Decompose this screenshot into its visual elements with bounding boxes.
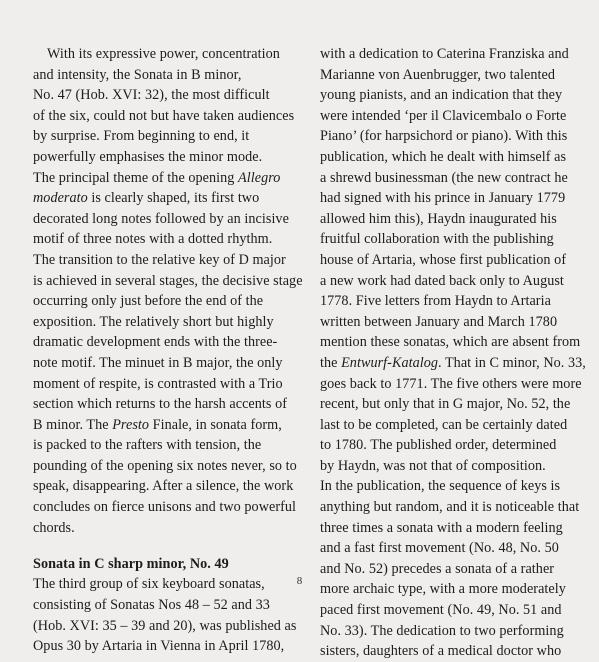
text-line: and No. 52) precedes a sonata of a rather (320, 560, 555, 577)
text-line: is packed to the rafters with tension, the (33, 437, 262, 454)
text-line: and a fast first movement (No. 48, No. 50 (320, 540, 559, 557)
text-line: is achieved in several stages, the decisive stage (33, 272, 303, 289)
text-run: Finale, in sonata form, (149, 416, 282, 433)
text-line (33, 168, 295, 189)
text-line: 1778. Five letters from Haydn to Artaria (320, 293, 551, 310)
text-line: note motif. The minuet in B major, the only (33, 354, 283, 371)
section-gap (33, 538, 295, 554)
text-line: consisting of Sonatas Nos 48 – 52 and 33 (33, 596, 270, 613)
text-line: fruitful collaboration with the publishing (320, 231, 554, 248)
text-line: section which returns to the harsh accents of (33, 396, 287, 413)
text-line: by surprise. From beginning to end, it (33, 128, 250, 145)
text-line: of the six, could not but have taken audiences (33, 107, 295, 124)
text-line: moment of respite, is contrasted with a Trio (33, 375, 283, 392)
text-line (320, 353, 586, 374)
text-line: had signed with his prince in January 1779 (320, 190, 566, 207)
paragraph-sequence-of-keys (320, 476, 582, 661)
text-line: (Hob. XVI: 35 – 39 and 20), was published as (33, 617, 297, 634)
text-line: a new work had dated back only to August (320, 272, 564, 289)
paragraph-dedication (320, 44, 586, 476)
text-run: is clearly shaped, its first two (87, 190, 260, 207)
text-line: No. 47 (Hob. XVI: 32), the most difficult (33, 87, 270, 104)
italic-title: Presto (112, 416, 150, 433)
text-line: by Haydn, was not that of composition. (320, 457, 546, 474)
text-line: last to be completed, can be certainly dated (320, 416, 568, 433)
right-column (320, 44, 586, 662)
text-line: and intensity, the Sonata in B minor, (33, 66, 242, 83)
text-line: motif of three notes with a dotted rhythm. (33, 231, 273, 248)
text-line: dramatic development ends with the three- (33, 334, 278, 351)
text-line: occurring only just before the end of the (33, 293, 264, 310)
text-line: goes back to 1771. The five others were more (320, 375, 582, 392)
text-line: anything but random, and it is noticeable that (320, 499, 580, 516)
section-heading: Sonata in C sharp minor, No. 49 (33, 555, 229, 572)
text-line: mention these sonatas, which are absent from (320, 334, 581, 351)
text-line: No. 33). The dedication to two performing (320, 622, 564, 639)
text-line: to 1780. The published order, determined (320, 437, 557, 454)
text-line: paced first movement (No. 49, No. 51 and (320, 602, 562, 619)
text-line: with a dedication to Caterina Franziska and (320, 46, 569, 62)
text-line (33, 188, 295, 209)
text-line: The third group of six keyboard sonatas, (33, 576, 265, 593)
text-line: a shrewd businessman (the new contract he (320, 169, 568, 186)
text-line: sisters, daughters of a medical doctor who (320, 643, 562, 660)
text-line: The transition to the relative key of D major (33, 251, 286, 268)
text-line: powerfully emphasises the minor mode. (33, 148, 263, 165)
text-line: young pianists, and an indication that they (320, 87, 563, 104)
text-run: the (320, 354, 342, 371)
text-line: exposition. The relatively short but highly (33, 313, 274, 330)
text-line: were intended ‘per il Clavicembalo o Forte (320, 107, 567, 124)
page-number: 8 (296, 575, 303, 587)
text-line: publication, which he dealt with himself as (320, 148, 567, 165)
text-run: B minor. The (33, 416, 113, 433)
text-line: pounding of the opening six notes never, so to (33, 457, 297, 474)
italic-title: Allegro (238, 169, 281, 186)
text-line (33, 415, 295, 436)
text-line: With its expressive power, concentration (47, 46, 280, 62)
text-run: . That in C minor, No. 33, (438, 354, 586, 371)
text-run: The principal theme of the opening (33, 169, 239, 186)
text-line: Opus 30 by Artaria in Vienna in April 1780, (33, 638, 285, 655)
text-line: concludes on fierce unisons and two powerful (33, 499, 297, 516)
text-line: allowed him this), Haydn inaugurated his (320, 210, 557, 227)
text-line: Marianne von Auenbrugger, two talented (320, 66, 555, 83)
text-line: three times a sonata with a modern feeling (320, 519, 563, 536)
text-line: house of Artaria, whose first publication of (320, 251, 567, 268)
italic-title: Entwurf-Katalog (341, 354, 439, 371)
text-line: more archaic type, with a more moderately (320, 581, 566, 598)
paragraph-sonata-b-minor (33, 44, 303, 538)
text-line: In the publication, the sequence of keys is (320, 478, 561, 495)
text-line: speak, disappearing. After a silence, the work (33, 478, 294, 495)
text-line: chords. (33, 519, 75, 536)
left-column (33, 44, 303, 657)
italic-title: moderato (33, 190, 88, 207)
text-line: written between January and March 1780 (320, 313, 558, 330)
text-line: decorated long notes followed by an incisive (33, 210, 289, 227)
text-line: Piano’ (for harpsichord or piano). With this (320, 128, 568, 145)
text-line: recent, but only that in G major, No. 52, the (320, 396, 571, 413)
